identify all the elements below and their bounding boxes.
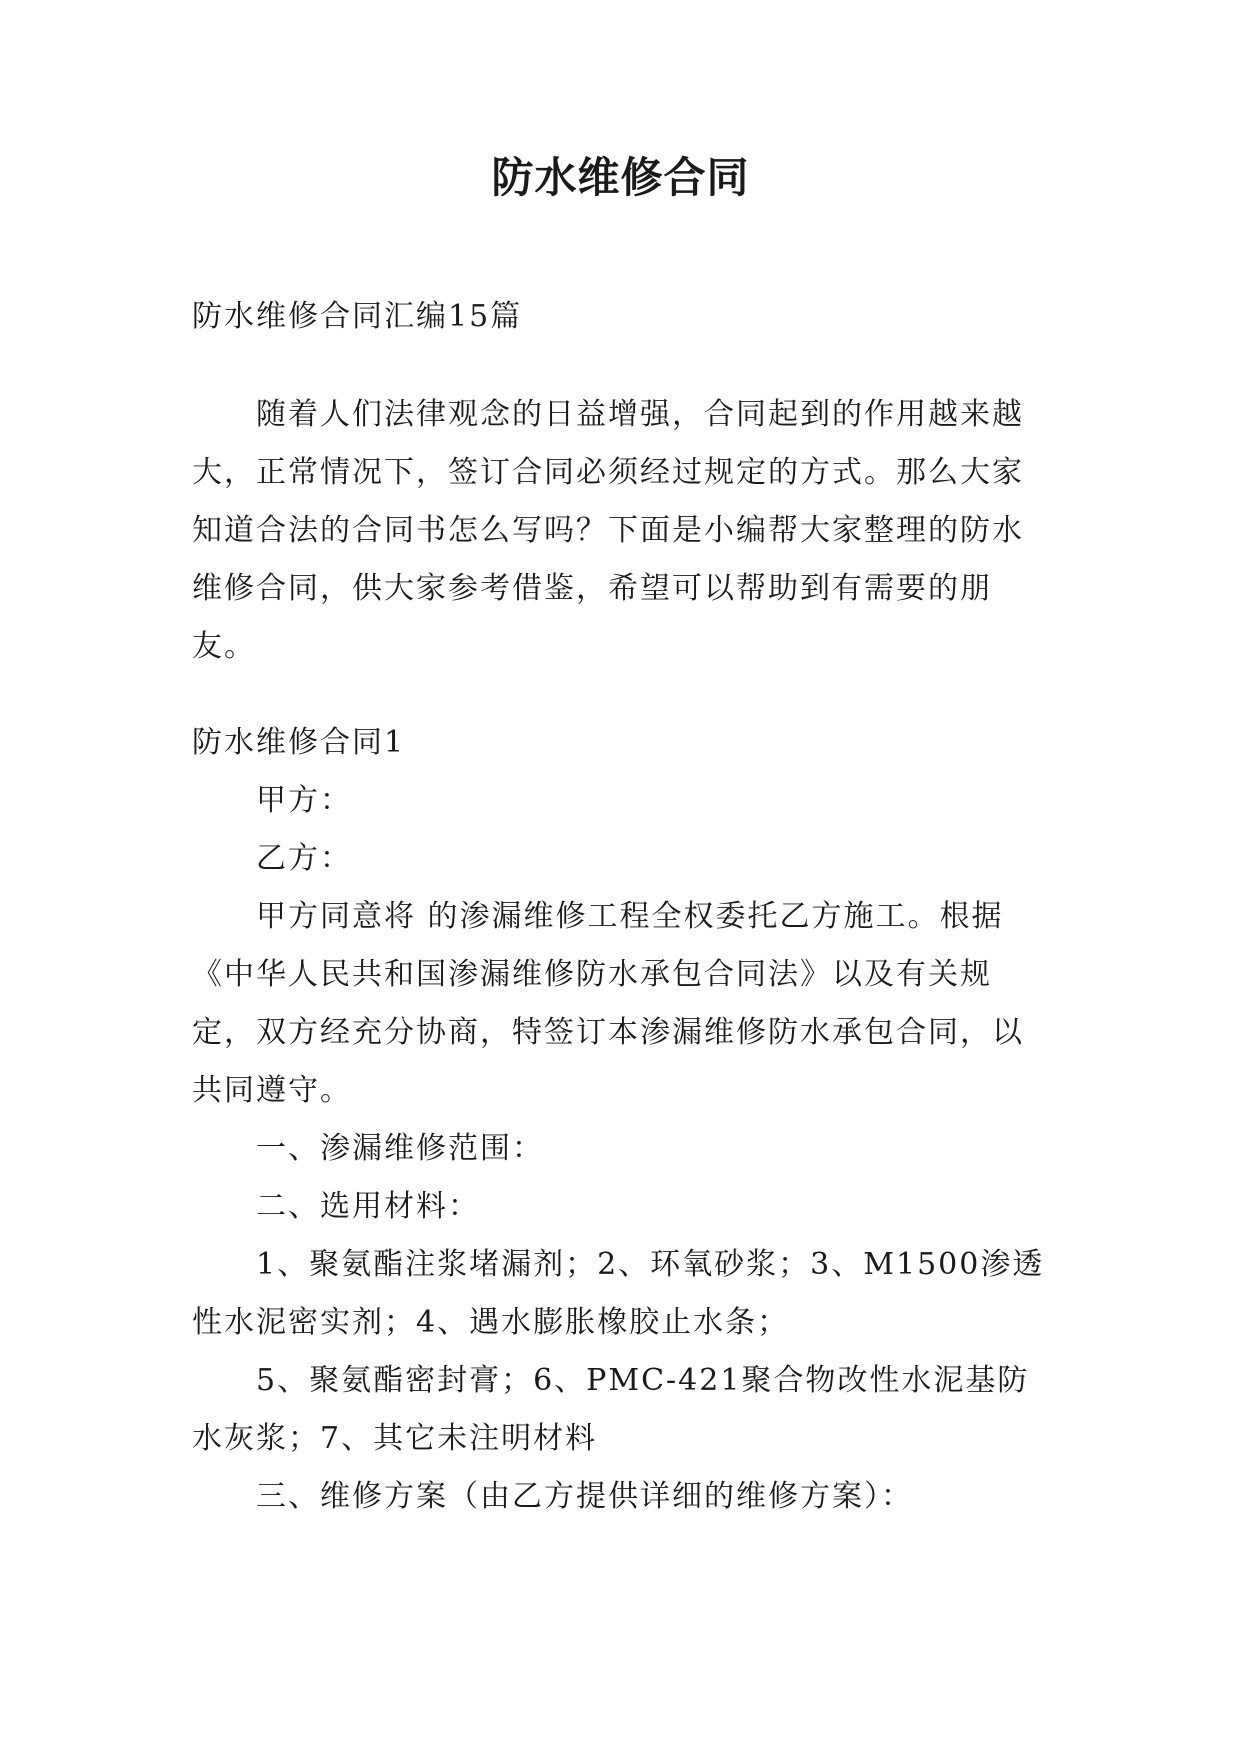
agreement-paragraph: 甲方同意将 的渗漏维修工程全权委托乙方施工。根据《中华人民共和国渗漏维修防水承包合同法》以及有关规定，双方经充分协商，特签订本渗漏维修防水承包合同，以共同遵守。 [192, 899, 1024, 1108]
party-a-label: 甲方： [256, 783, 352, 818]
intro-paragraph: 随着人们法律观念的日益增强，合同起到的作用越来越大，正常情况下，签订合同必须经过规定的方式。那么大家知道合法的合同书怎么写吗？下面是小编帮大家整理的防水维修合同，供大家参考借鉴，希望可以帮助到有需要的朋友。 [192, 397, 1024, 664]
materials-line-1: 1、聚氨酯注浆堵漏剂；2、环氧砂浆；3、M1500渗透性水泥密实剂；4、遇水膨胀橡胶止水条； [192, 1247, 1045, 1340]
materials-line-2: 5、聚氨酯密封膏；6、PMC-421聚合物改性水泥基防水灰浆；7、其它未注明材料 [192, 1363, 1030, 1456]
document-title: 防水维修合同 [491, 153, 750, 202]
scope-item: 一、渗漏维修范围： [256, 1131, 544, 1166]
document-body [192, 288, 1052, 1526]
party-b-label: 乙方： [256, 841, 352, 876]
section-heading: 防水维修合同1 [192, 725, 406, 760]
plan-item: 三、维修方案（由乙方提供详细的维修方案）： [256, 1479, 913, 1514]
document-subtitle: 防水维修合同汇编15篇 [192, 299, 523, 334]
materials-item: 二、选用材料： [256, 1189, 480, 1224]
